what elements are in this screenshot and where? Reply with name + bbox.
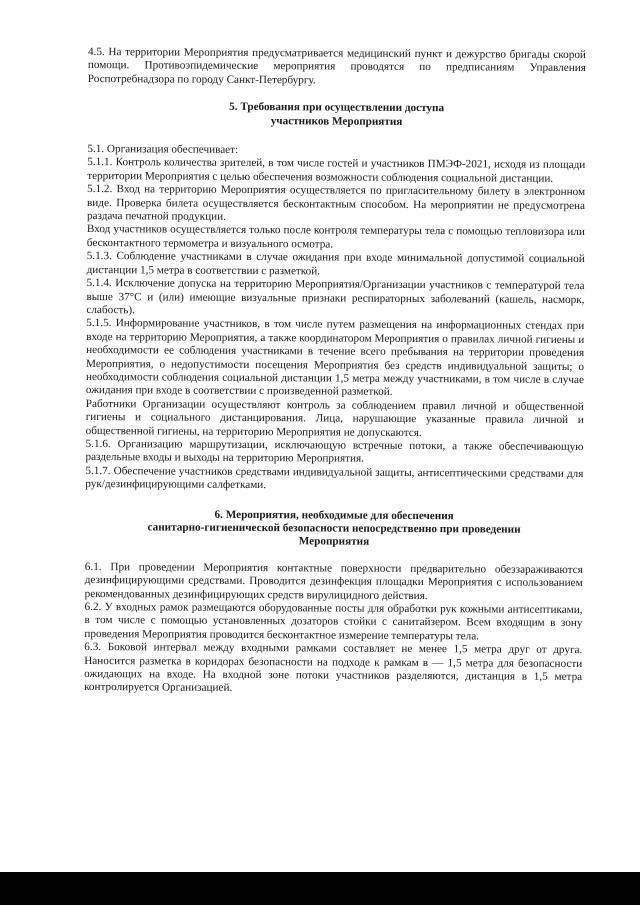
section-6-title-line3: Мероприятия <box>298 535 370 549</box>
section-5-title-line1: 5. Требования при осуществлении доступа <box>229 101 445 115</box>
section-6-heading <box>85 508 583 551</box>
paragraph-5-1-7: 5.1.7. Обеспечение участников средствами индивидуальной защиты, антисептическими средствами для рук/дезинфицирующими салфетками. <box>85 464 584 492</box>
paragraph-6-2: 6.2. У входных рамок размещаются оборудованные посты для обработки рук кожными антисептиками, в том числе с помощью установленных дозаторов стойки с санитайзером. Всем входящим в зону проведения Мероприятия проводится бесконтактное измерение температуры тела. <box>84 601 583 643</box>
paragraph-5-1-1: 5.1.1. Контроль количества зрителей, в том числе гостей и участников ПМЭФ-2021, исходя из площади территории Мероприятия с целью обеспечения возможности соблюдения социальной дистанции. <box>87 156 586 185</box>
document-body <box>84 46 586 698</box>
paragraph-6-3: 6.3. Боковой интервал между входными рамками составляет не менее 1,5 метра друг от друга. Наносится разметка в коридорах безопасности на подходе к рамкам в — 1,5 метра для безопасности ожидающих на входе. На входной зоне потоки участников разделяются, дистанция в 1,5 метра контролируется Организацией. <box>84 641 583 695</box>
section-5-title-line2: участников Мероприятия <box>270 114 403 128</box>
paragraph-staff-control: Работники Организации осуществляют контроль за соблюдением правил личной и общественной гигиены и социального дистанцирования. Лица, нарушающие указанные правила личной и общественной гигиены, на территорию Мероприятия не допускаются. <box>85 397 584 439</box>
section-6-title-line2: санитарно-гигиенической безопасности непосредственно при проведении <box>147 521 521 536</box>
paragraph-5-1-3: 5.1.3. Соблюдение участниками в случае ожидания при входе минимальной допустимой социальной дистанции 1,5 метра в соответствии с разметкой. <box>86 250 585 278</box>
paragraph-5-1-2: 5.1.2. Вход на территорию Мероприятия осуществляется по пригласительному билету в электронном виде. Проверка билета осуществляется бесконтактным способом. На мероприятии не предусмотрена раздача печатной продукции. <box>86 183 586 223</box>
paragraph-5-1-5: 5.1.5. Информирование участников, в том числе путем размещения на информационных стендах при входе на территорию Мероприятия, а также координатором Мероприятия о правилах личной гигиены и необходимости ее соблюдения участниками в течение всего пребывания на территории проведения Мероприятия, о недопустимости посещения Мероприятия без средств индивидуальной защиты; о необходимости соблюдения социальной дистанции 1,5 метра между участниками, в том числе в случае ожидания при входе в соответствии с произведенной разметкой. <box>85 317 585 399</box>
paragraph-entry-control: Вход участников осуществляется только после контроля температуры тела с помощью тепловизора или бесконтактного термометра и визуального осмотра. <box>86 223 585 251</box>
scan-bottom-border <box>0 872 640 905</box>
paragraph-5-1-4: 5.1.4. Исключение допуска на территорию Мероприятия/Организации участников с температурой тела выше 37°С и (или) имеющие визуальные признаки респираторных заболеваний (кашель, насморк, слабость). <box>86 277 585 317</box>
paragraph-5-1-6: 5.1.6. Организацию маршрутизации, исключающую встречные потоки, а также обеспечивающую раздельные входы и выходы на территорию Мероприятия. <box>85 437 584 466</box>
section-5-heading <box>88 100 586 130</box>
section-6-title-line1: 6. Мероприятия, необходимые для обеспечения <box>214 508 454 522</box>
paragraph-4-5: 4.5. На территории Мероприятия предусматривается медицинский пункт и дежурство бригады скорой помощи. Противоэпидемические мероприятия проводятся по предписаниям Управления Роспотребнадзора по городу Санкт-Петербургу. <box>87 46 586 87</box>
paragraph-6-1: 6.1. При проведении Мероприятия контактные поверхности предварительно обеззараживаются дезинфицирующими средствами. Проводится дезинфекция площадки Мероприятия с использованием рекомендованных дезинфицирующих средств вирулицидного действия. <box>84 560 583 602</box>
paragraph-5-1: 5.1. Организация обеспечивает: <box>87 143 239 156</box>
